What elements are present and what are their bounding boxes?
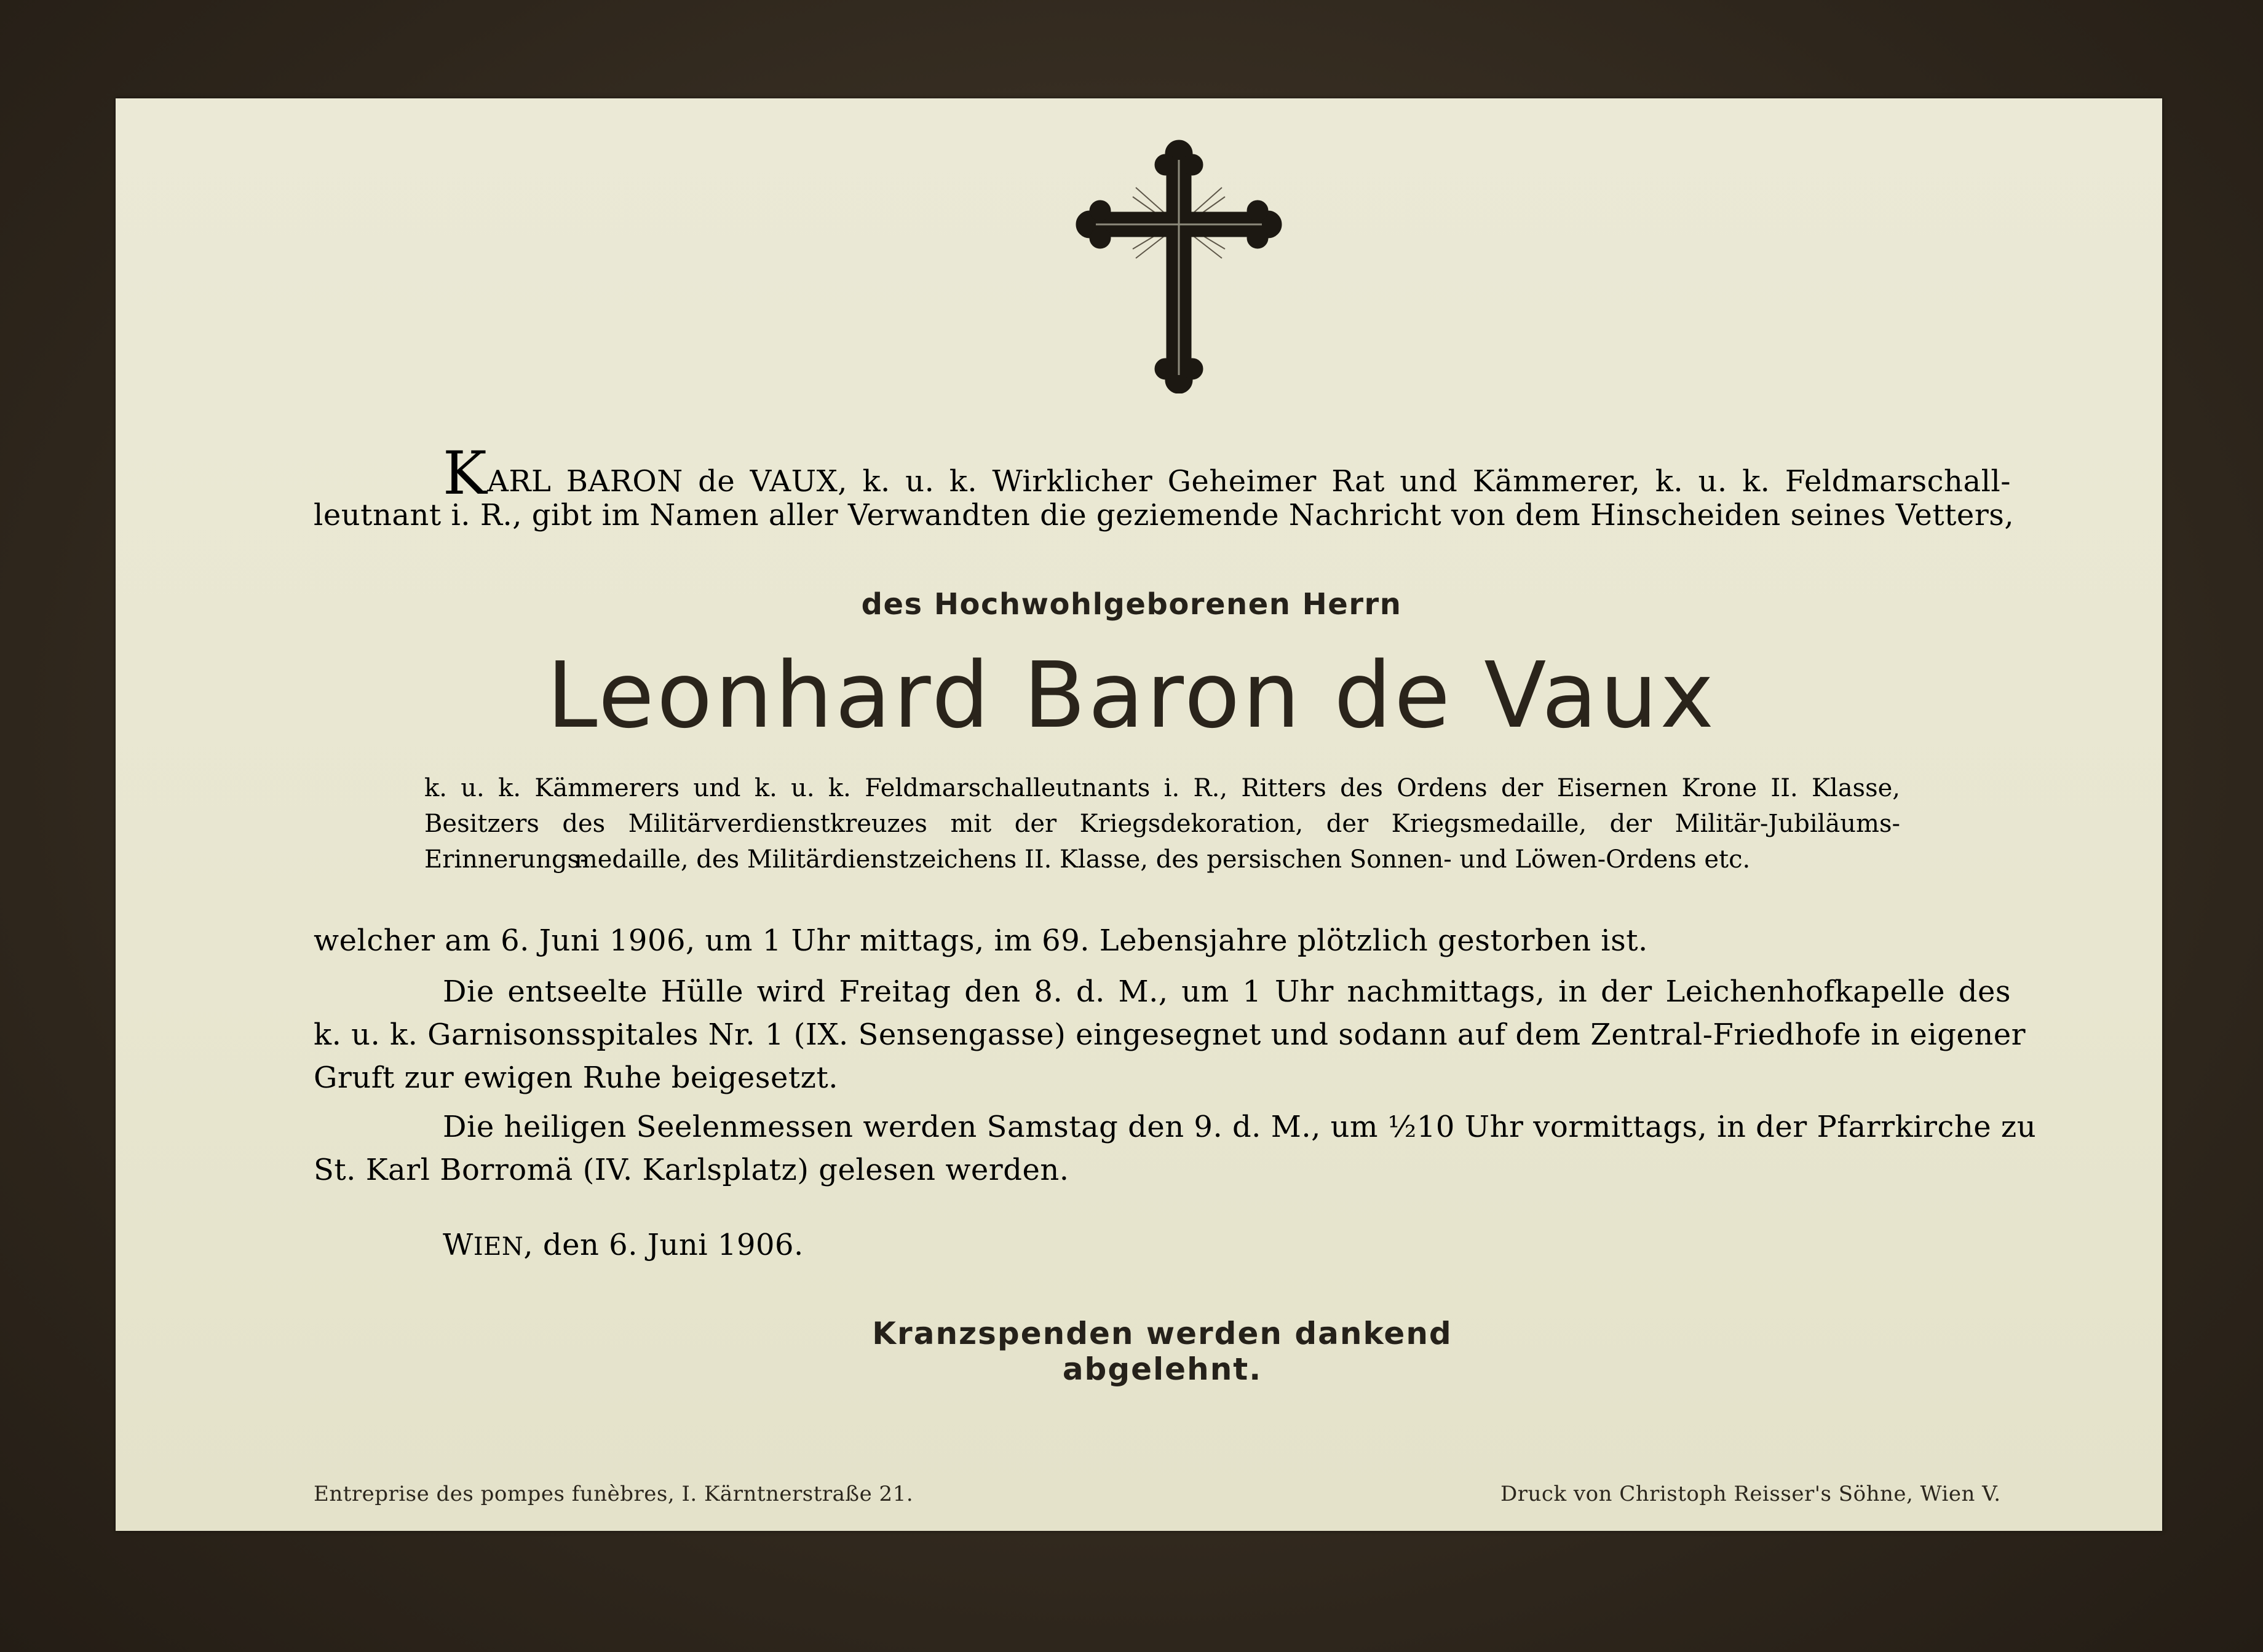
place-date	[443, 1223, 1058, 1268]
titles-line-1: k. u. k. Kämmerers und k. u. k. Feldmarschalleutnants i. R., Ritters des Ordens der Eisernen Krone II. Klasse,	[424, 774, 1900, 802]
footer-printer: Druck von Christoph Reisser's Söhne, Wien V.	[1500, 1482, 2001, 1506]
deceased-name: Leonhard Baron de Vaux	[546, 642, 1717, 748]
honorific: des Hochwohlgeborenen Herrn	[861, 587, 1402, 622]
intro-initial: K	[443, 439, 488, 508]
footer-undertaker: Entreprise des pompes funèbres, I. Kärntnerstraße 21.	[314, 1482, 914, 1506]
place-initial: W	[443, 1228, 474, 1262]
mass-line-2: St. Karl Borromä (IV. Karlsplatz) gelesen werden.	[314, 1153, 1069, 1187]
mass-line-1: Die heiligen Seelenmessen werden Samstag den 9. d. M., um ½10 Uhr vormittags, in der Pfarrkirche zu	[443, 1110, 2037, 1144]
place-rest: IEN	[473, 1233, 524, 1261]
death-line: welcher am 6. Juni 1906, um 1 Uhr mittags, im 69. Lebensjahre plötzlich gestorben ist.	[314, 923, 1648, 958]
titles-line-2: Besitzers des Militärverdienstkreuzes mit der Kriegsdekoration, der Kriegsmedaille, der Militär-Jubiläums-Erinnerungs-	[424, 810, 1900, 874]
funeral-line-3: Gruft zur ewigen Ruhe beigesetzt.	[314, 1061, 838, 1095]
intro-line-1-text: ARL BARON de VAUX, k. u. k. Wirklicher Geheimer Rat und Kämmerer, k. u. k. Feldmarschall-	[487, 464, 2011, 499]
intro-line-2: leutnant i. R., gibt im Namen aller Verwandten die geziemende Nachricht von dem Hinscheiden seines Vetters,	[314, 498, 2015, 532]
funeral-line-1: Die entseelte Hülle wird Freitag den 8. d. M., um 1 Uhr nachmittags, in der Leichenhofkapelle des	[443, 974, 2011, 1009]
cross-icon	[1074, 135, 1283, 393]
titles-line-3: medaille, des Militärdienstzeichens II. Klasse, des persischen Sonnen- und Löwen-Ordens etc.	[574, 845, 1751, 874]
date-text: , den 6. Juni 1906.	[523, 1228, 804, 1262]
wreath-note: Kranzspenden werden dankend abgelehnt.	[872, 1316, 1453, 1387]
funeral-line-2: k. u. k. Garnisonsspitales Nr. 1 (IX. Sensengasse) eingesegnet und sodann auf dem Zentral-Friedhofe in eigener	[314, 1018, 2026, 1052]
